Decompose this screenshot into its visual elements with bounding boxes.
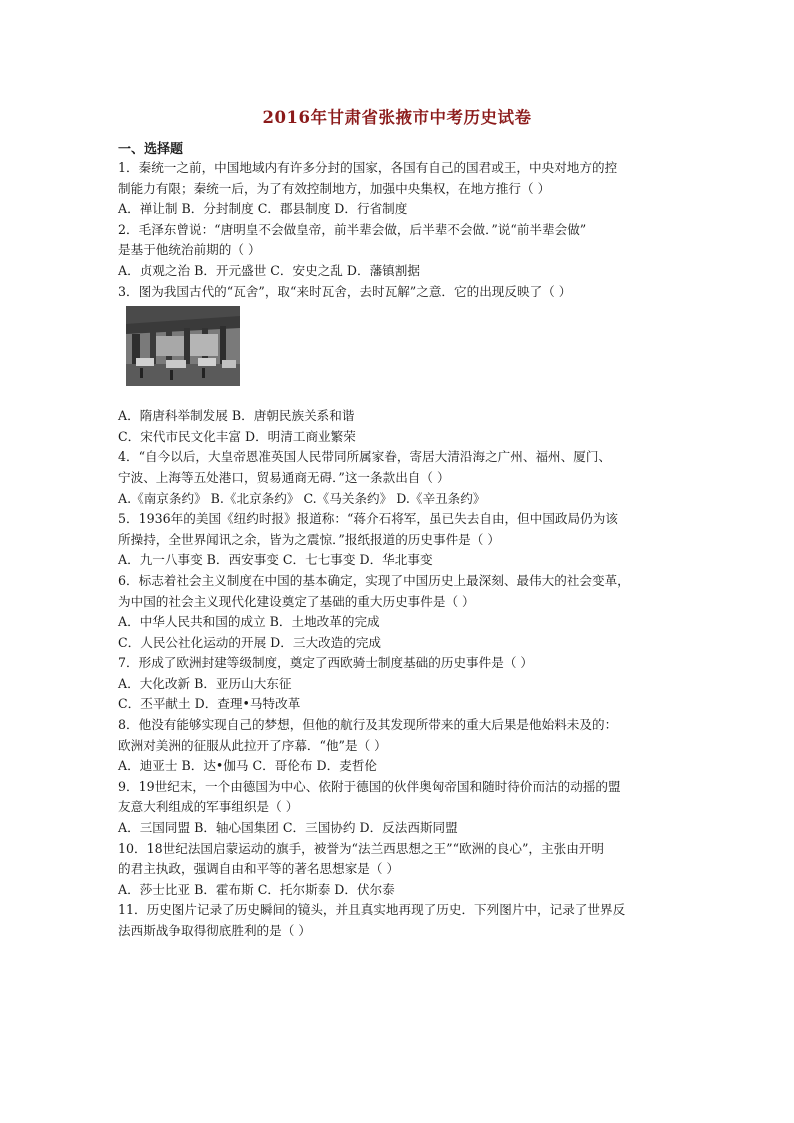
text-line: A．三国同盟 B．轴心国集团 C．三国协约 D．反法西斯同盟 (118, 820, 458, 836)
text-line: 10．18世纪法国启蒙运动的旗手，被誉为“法兰西思想之王”“欧洲的良心”，主张由开明 (118, 840, 604, 856)
text-line: 6．标志着社会主义制度在中国的基本确定，实现了中国历史上最深刻、最伟大的社会变革， (118, 572, 630, 588)
washe-photo (126, 306, 240, 386)
text-line: A．迪亚士 B．达•伽马 C．哥伦布 D．麦哲伦 (118, 758, 378, 774)
text-line: A．莎士比亚 B．霍布斯 C．托尔斯泰 D．伏尔泰 (118, 881, 395, 897)
text-line: A.《南京条约》 B.《北京条约》 C.《马关条约》 D.《辛丑条约》 (118, 490, 486, 506)
text-line: 9．19世纪末，一个由德国为中心、依附于德国的伙伴奥匈帝国和随时待价而沽的动摇的盟 (118, 778, 621, 794)
text-line: 为中国的社会主义现代化建设奠定了基础的重大历史事件是（ ） (118, 593, 475, 609)
text-line: 宁波、上海等五处港口，贸易通商无碍．”这一条款出自（ ） (118, 469, 450, 485)
text-line: 8．他没有能够实现自己的梦想，但他的航行及其发现所带来的重大后果是他始料未及的： (118, 717, 618, 733)
text-line: A．九一八事变 B．西安事变 C．七七事变 D．华北事变 (118, 552, 433, 568)
text-line: 制能力有限；秦统一后，为了有效控制地方，加强中央集权，在地方推行（ ） (118, 180, 551, 196)
text-line: 所操持，全世界闻讯之余，皆为之震惊．”报纸报道的历史事件是（ ） (118, 531, 500, 547)
question-content (118, 158, 698, 942)
text-line: 3．图为我国古代的“瓦舍”，取“来时瓦舍，去时瓦解”之意．它的出现反映了（ ） (118, 283, 572, 299)
text-line: 1．秦统一之前，中国地域内有许多分封的国家，各国有自己的国君或王，中央对地方的控 (118, 160, 618, 175)
text-line: A．隋唐科举制发展 B．唐朝民族关系和谐 (118, 408, 355, 424)
text-line: C．人民公社化运动的开展 D．三大改造的完成 (118, 634, 382, 650)
text-line: 是基于他统治前期的（ ） (118, 242, 261, 258)
image-row (118, 302, 698, 406)
text-line: 2．毛泽东曾说：“唐明皇不会做皇帝，前半辈会做，后半辈不会做．”说“前半辈会做” (118, 221, 587, 237)
text-line: 的君主执政，强调自由和平等的著名思想家是（ ） (118, 861, 400, 877)
section-heading: 一、选择题 (118, 142, 184, 157)
text-line: C．丕平献土 D．查理•马特改革 (118, 696, 301, 712)
text-line: 欧洲对美洲的征服从此拉开了序幕．“他”是（ ） (118, 737, 387, 753)
text-line: A．大化改新 B．亚历山大东征 (118, 675, 292, 691)
exam-title: 2016年甘肃省张掖市中考历史试卷 (262, 108, 532, 127)
text-line: 法西斯战争取得彻底胜利的是（ ） (118, 923, 311, 938)
text-line: A．禅让制 B．分封制度 C．郡县制度 D．行省制度 (118, 201, 408, 217)
text-line: 友意大利组成的军事组织是（ ） (118, 799, 299, 815)
text-line: A．中华人民共和国的成立 B．土地改革的完成 (118, 614, 380, 630)
text-line: C．宋代市民文化丰富 D．明清工商业繁荣 (118, 428, 356, 444)
text-line: 11．历史图片记录了历史瞬间的镜头，并且真实地再现了历史．下列图片中，记录了世界反 (118, 902, 626, 918)
text-line: A．贞观之治 B．开元盛世 C．安史之乱 D．藩镇割据 (118, 262, 420, 278)
text-line: 5．1936年的美国《纽约时报》报道称：“蒋介石将军，虽已失去自由，但中国政局仍为该 (118, 511, 618, 527)
text-line: 4．“自今以后，大皇帝恩准英国人民带同所属家眷，寄居大清沿海之广州、福州、厦门、 (118, 449, 612, 465)
text-line: 7．形成了欧洲封建等级制度，奠定了西欧骑士制度基础的历史事件是（ ） (118, 655, 534, 671)
